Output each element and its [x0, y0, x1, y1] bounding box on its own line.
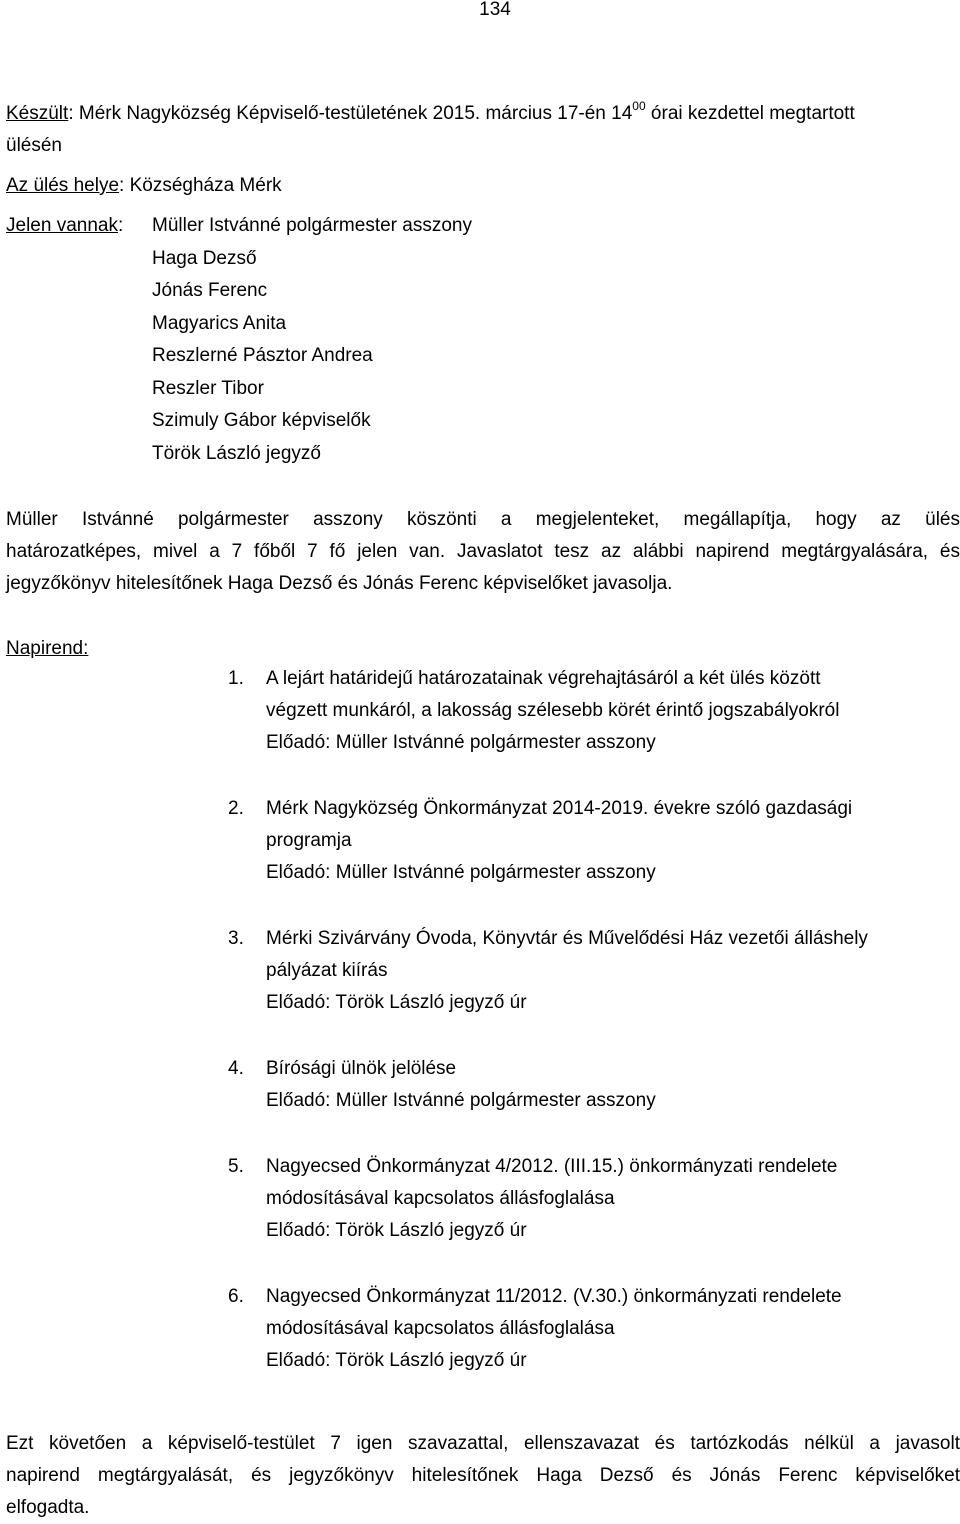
prepared-text-end: órai kezdettel megtartott [645, 103, 855, 124]
closing-line: Ezt követően a képviselő-testület 7 igen szavazattal, ellenszavazat és tartózkodás nélkül a javasolt [6, 1433, 960, 1454]
agenda-line: programja [266, 830, 352, 851]
present-colon: : [117, 215, 124, 236]
agenda-line: pályázat kiírás [266, 960, 388, 981]
attendee: Reszler Tibor [152, 377, 264, 399]
agenda-number: 2. [228, 798, 244, 819]
place-text: : Községháza Mérk [119, 175, 282, 196]
agenda-presenter: Előadó: Török László jegyző úr [266, 992, 527, 1013]
agenda-number: 3. [228, 928, 244, 949]
attendee: Müller Istvánné polgármester asszony [152, 215, 472, 236]
present-label: Jelen vannak [6, 215, 118, 236]
attendee: Haga Dezső [152, 247, 257, 269]
agenda-line: A lejárt határidejű határozatainak végrehajtásáról a két ülés között [266, 668, 821, 689]
closing-line: elfogadta. [6, 1497, 90, 1518]
prepared-time-sup: 00 [632, 99, 646, 113]
intro-line: Müller Istvánné polgármester asszony köszönti a megjelenteket, megállapítja, hogy az ülés [6, 509, 960, 530]
attendee: Reszlerné Pásztor Andrea [152, 345, 373, 366]
prepared-text: : Mérk Nagyközség Képviselő-testületének 2015. március 17-én 14 [68, 103, 633, 124]
agenda-presenter: Előadó: Müller Istvánné polgármester asszony [266, 1090, 656, 1111]
place-label: Az ülés helye [6, 175, 120, 196]
prepared-line [6, 98, 855, 130]
intro-paragraph [6, 504, 960, 600]
attendee-list [152, 210, 472, 470]
intro-line: határozatképes, mivel a 7 főből 7 fő jelen van. Javaslatot tesz az alábbi napirend megtárgyalására, és [6, 541, 960, 562]
place-line [6, 170, 282, 202]
attendee: Török László jegyző [152, 442, 321, 464]
agenda-number: 5. [228, 1156, 244, 1177]
page-number: 134 [479, 0, 511, 20]
agenda-line: módosításával kapcsolatos állásfoglalása [266, 1318, 615, 1339]
attendee: Magyarics Anita [152, 312, 287, 334]
prepared-label: Készült [6, 103, 69, 124]
agenda-line: Bírósági ülnök jelölése [266, 1058, 457, 1079]
closing-paragraph [6, 1428, 960, 1524]
agenda-label [6, 633, 88, 665]
closing-line: napirend megtárgyalását, és jegyzőkönyv hitelesítőnek Haga Dezső és Jónás Ferenc képviselőket [6, 1465, 960, 1486]
agenda-presenter: Előadó: Török László jegyző úr [266, 1220, 527, 1241]
agenda-number: 4. [228, 1058, 244, 1079]
agenda-line: módosításával kapcsolatos állásfoglalása [266, 1188, 615, 1209]
agenda-presenter: Előadó: Müller Istvánné polgármester asszony [266, 732, 656, 753]
agenda-number: 6. [228, 1286, 244, 1307]
agenda-number: 1. [228, 668, 244, 689]
agenda-line: Nagyecsed Önkormányzat 11/2012. (V.30.) önkormányzati rendelete [266, 1286, 842, 1307]
present-label-line [6, 210, 123, 242]
attendee: Szimuly Gábor képviselők [152, 410, 371, 431]
agenda-presenter: Előadó: Török László jegyző úr [266, 1350, 527, 1371]
agenda-line: Nagyecsed Önkormányzat 4/2012. (III.15.) önkormányzati rendelete [266, 1156, 838, 1177]
intro-line: jegyzőkönyv hitelesítőnek Haga Dezső és Jónás Ferenc képviselőket javasolja. [6, 573, 673, 594]
agenda-presenter: Előadó: Müller Istvánné polgármester asszony [266, 862, 656, 883]
prepared-line-2: ülésén [6, 135, 62, 156]
agenda-line: Mérk Nagyközség Önkormányzat 2014-2019. évekre szóló gazdasági [266, 798, 853, 819]
agenda-line: végzett munkáról, a lakosság szélesebb körét érintő jogszabályokról [266, 700, 840, 721]
attendee: Jónás Ferenc [152, 280, 268, 301]
agenda-label-text: Napirend: [6, 638, 89, 659]
agenda-line: Mérki Szivárvány Óvoda, Könyvtár és Művelődési Ház vezetői álláshely [266, 928, 868, 949]
